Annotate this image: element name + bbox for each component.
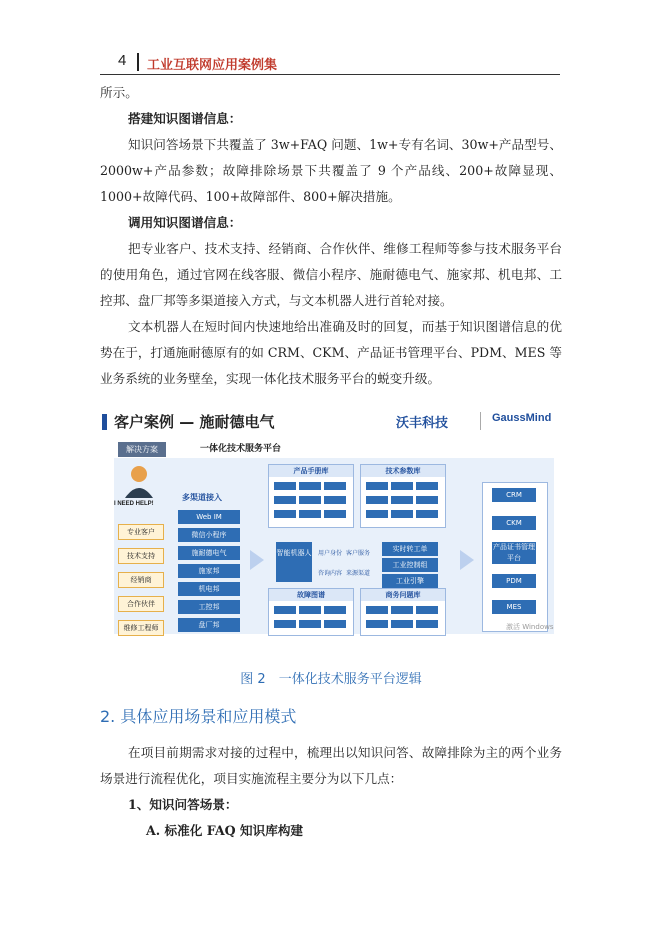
need-help-label: I NEED HELP! [114, 501, 154, 507]
channel-wechat: 微信小程序 [178, 528, 240, 542]
system-mes: MES [492, 600, 536, 614]
section-para: 在项目前期需求对接的过程中，梳理出以知识问答、故障排除为主的两个业务场景进行流程优化，项目实施流程主要分为以下几点： [100, 745, 562, 786]
link-ticket: 实时转工单 [382, 542, 438, 556]
kb-cell [366, 510, 388, 518]
heading-build-kg: 搭建知识图谱信息： [128, 111, 242, 126]
kb-cell [299, 606, 321, 614]
link-control: 工业控制组 [382, 558, 438, 572]
figure-title: 客户案例 — 施耐德电气 [114, 413, 275, 431]
kb-cell [391, 482, 413, 490]
kb-cell [274, 482, 296, 490]
system-pdm: PDM [492, 574, 536, 588]
kb-cell [366, 482, 388, 490]
role-professional-customer: 专业客户 [118, 524, 164, 540]
channels-heading: 多渠道接入 [182, 493, 222, 502]
kb-cell [299, 620, 321, 628]
kb-cell [274, 510, 296, 518]
kb-cell [391, 496, 413, 504]
role-engineer: 维修工程师 [118, 620, 164, 636]
kb-cell [416, 606, 438, 614]
mid-item-content: 咨询内容 [318, 570, 343, 577]
system-ckm: CKM [492, 516, 536, 530]
mid-item-source: 来源渠道 [346, 570, 371, 577]
system-crm: CRM [492, 488, 536, 502]
kb-cell [274, 496, 296, 504]
link-engine: 工业引擎 [382, 574, 438, 588]
kb-cell [324, 510, 346, 518]
kb-fault-graph-title: 故障图谱 [269, 589, 353, 601]
page-header [100, 52, 560, 75]
kb-product-manual-title: 产品手册库 [269, 465, 353, 477]
kb-cell [324, 606, 346, 614]
channel-shijiabang: 施家邦 [178, 564, 240, 578]
section-title: 2. 具体应用场景和应用模式 [100, 707, 297, 726]
page-number: 4 [118, 52, 127, 69]
solution-title: 一体化技术服务平台 [200, 444, 282, 454]
kb-cell [324, 620, 346, 628]
role-dealer: 经销商 [118, 572, 164, 588]
smart-robot: 智能机器人 [276, 542, 312, 582]
figure-platform-logic [100, 402, 562, 638]
para-call-kg: 把专业客户、技术支持、经销商、合作伙伴、维修工程师等参与技术服务平台的使用角色，通过官网在线客服、微信小程序、施耐德电气、施家邦、机电邦、工控邦、盘厂邦等多渠道接入方式，与文本机器人进行首轮对接。 [100, 241, 562, 308]
channel-schneider: 施耐德电气 [178, 546, 240, 560]
kb-cell [391, 620, 413, 628]
role-partner: 合作伙伴 [118, 596, 164, 612]
kb-cell [274, 620, 296, 628]
kb-cell [416, 510, 438, 518]
sub-heading-qa: 1、知识问答场景： [128, 797, 238, 812]
mid-item-service: 客户服务 [346, 550, 371, 557]
brand-logo-wofeng: 沃丰科技 [396, 416, 449, 431]
figure-title-bar [102, 414, 107, 430]
header-divider [137, 53, 139, 71]
channel-gongkongbang: 工控邦 [178, 600, 240, 614]
heading-call-kg: 调用知识图谱信息： [128, 215, 242, 230]
kb-cell [299, 510, 321, 518]
kb-cell [416, 620, 438, 628]
kb-cell [391, 606, 413, 614]
kb-business-title: 商务问题库 [361, 589, 445, 601]
arrow-right-icon [250, 550, 264, 570]
kb-tech-params-title: 技术参数库 [361, 465, 445, 477]
person-icon [122, 464, 156, 500]
kb-cell [416, 496, 438, 504]
sub-heading-faq: A. 标准化 FAQ 知识库构建 [146, 823, 304, 838]
channel-webim: Web IM [178, 510, 240, 524]
os-watermark: 激活 Windows [506, 623, 554, 631]
para-robot: 文本机器人在短时间内快速地给出准确及时的回复，而基于知识图谱信息的优势在于，打通施耐德原有的如 CRM、CKM、产品证书管理平台、PDM、MES 等业务系统的业务壁垒，实现一体化技术服务平台的蜕变升级。 [100, 319, 562, 386]
para-continued: 所示。 [100, 85, 138, 100]
kb-cell [299, 482, 321, 490]
channel-jidianbang: 机电邦 [178, 582, 240, 596]
system-cert: 产品证书管理平台 [493, 543, 535, 562]
channel-panchangbang: 盘厂邦 [178, 618, 240, 632]
kb-cell [366, 606, 388, 614]
para-build-kg: 知识问答场景下共覆盖了 3w+FAQ 问题、1w+专有名词、30w+产品型号、2000w+产品参数；故障排除场景下共覆盖了 9 个产品线、200+故障显现、1000+故障代码、100+故障部件、800+解决措施。 [100, 137, 562, 204]
kb-cell [391, 510, 413, 518]
kb-cell [299, 496, 321, 504]
kb-cell [416, 482, 438, 490]
kb-cell [274, 606, 296, 614]
kb-cell [324, 496, 346, 504]
header-title: 工业互联网应用案例集 [147, 58, 278, 73]
arrow-right-icon [460, 550, 474, 570]
kb-cell [366, 620, 388, 628]
mid-item-identity: 用户身份 [318, 550, 343, 557]
brand-divider [480, 412, 481, 430]
brand-logo-gaussmind: GaussMind [492, 412, 552, 424]
role-tech-support: 技术支持 [118, 548, 164, 564]
figure-caption: 图 2 一体化技术服务平台逻辑 [240, 672, 422, 687]
kb-cell [366, 496, 388, 504]
kb-cell [324, 482, 346, 490]
solution-tag: 解决方案 [118, 442, 166, 457]
